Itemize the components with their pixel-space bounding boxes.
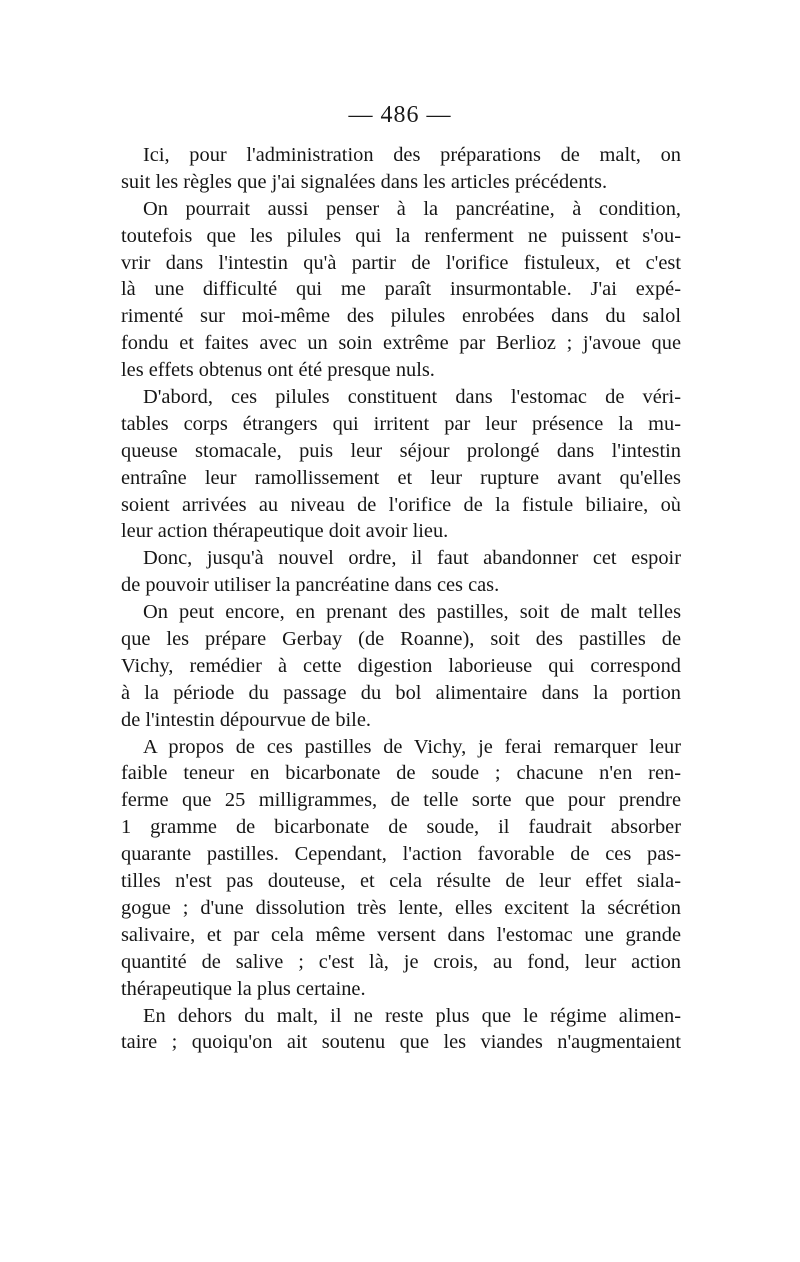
body-text bbox=[121, 142, 681, 1056]
text-line: D'abord, ces pilules constituent dans l'estomac de véri- bbox=[143, 386, 681, 409]
text-line: toutefois que les pilules qui la renferment ne puissent s'ou- bbox=[121, 224, 681, 247]
text-line: vrir dans l'intestin qu'à partir de l'orifice fistuleux, et c'est bbox=[121, 251, 681, 274]
text-line: fondu et faites avec un soin extrême par Berlioz ; j'avoue que bbox=[121, 332, 681, 355]
text-line: là une difficulté qui me paraît insurmontable. J'ai expé- bbox=[121, 278, 681, 301]
text-line: quantité de salive ; c'est là, je crois, au fond, leur action bbox=[121, 950, 681, 973]
text-line: En dehors du malt, il ne reste plus que le régime alimen- bbox=[143, 1004, 681, 1027]
text-line: tilles n'est pas douteuse, et cela résulte de leur effet siala- bbox=[121, 870, 681, 893]
text-line: soient arrivées au niveau de l'orifice de la fistule biliaire, où bbox=[121, 493, 681, 516]
text-line: On peut encore, en prenant des pastilles, soit de malt telles bbox=[143, 601, 681, 624]
text-line: A propos de ces pastilles de Vichy, je ferai remarquer leur bbox=[143, 735, 681, 758]
text-line: tables corps étrangers qui irritent par leur présence la mu- bbox=[121, 412, 681, 435]
text-line: Ici, pour l'administration des préparations de malt, on bbox=[143, 144, 681, 166]
text-line: gogue ; d'une dissolution très lente, elles excitent la sécrétion bbox=[121, 896, 681, 919]
text-line: taire ; quoiqu'on ait soutenu que les viandes n'augmentaient bbox=[121, 1031, 681, 1054]
text-line: 1 gramme de bicarbonate de soude, il faudrait absorber bbox=[121, 816, 681, 839]
text-line: salivaire, et par cela même versent dans l'estomac une grande bbox=[121, 923, 681, 946]
text-line: de pouvoir utiliser la pancréatine dans ces cas. bbox=[121, 574, 500, 597]
text-line: rimenté sur moi-même des pilules enrobées dans du salol bbox=[121, 305, 681, 328]
text-line: On pourrait aussi penser à la pancréatine, à condition, bbox=[143, 197, 681, 220]
text-line: faible teneur en bicarbonate de soude ; chacune n'en ren- bbox=[121, 762, 681, 785]
text-line: les effets obtenus ont été presque nuls. bbox=[121, 359, 435, 382]
text-line: ferme que 25 milligrammes, de telle sorte que pour prendre bbox=[121, 789, 681, 812]
text-line: suit les règles que j'ai signalées dans les articles précédents. bbox=[121, 170, 608, 193]
text-line: que les prépare Gerbay (de Roanne), soit des pastilles de bbox=[121, 628, 681, 651]
text-line: quarante pastilles. Cependant, l'action favorable de ces pas- bbox=[121, 843, 681, 866]
page-number: — 486 — bbox=[348, 102, 452, 128]
text-line: Donc, jusqu'à nouvel ordre, il faut abandonner cet espoir bbox=[143, 547, 681, 570]
text-line: entraîne leur ramollissement et leur rupture avant qu'elles bbox=[121, 466, 681, 489]
text-line: Vichy, remédier à cette digestion laborieuse qui correspond bbox=[121, 654, 681, 677]
text-line: thérapeutique la plus certaine. bbox=[121, 977, 366, 1000]
text-line: queuse stomacale, puis leur séjour prolongé dans l'intestin bbox=[121, 439, 681, 462]
text-line: leur action thérapeutique doit avoir lieu. bbox=[121, 520, 449, 543]
text-line: à la période du passage du bol alimentaire dans la portion bbox=[121, 681, 681, 704]
text-line: de l'intestin dépourvue de bile. bbox=[121, 708, 371, 731]
